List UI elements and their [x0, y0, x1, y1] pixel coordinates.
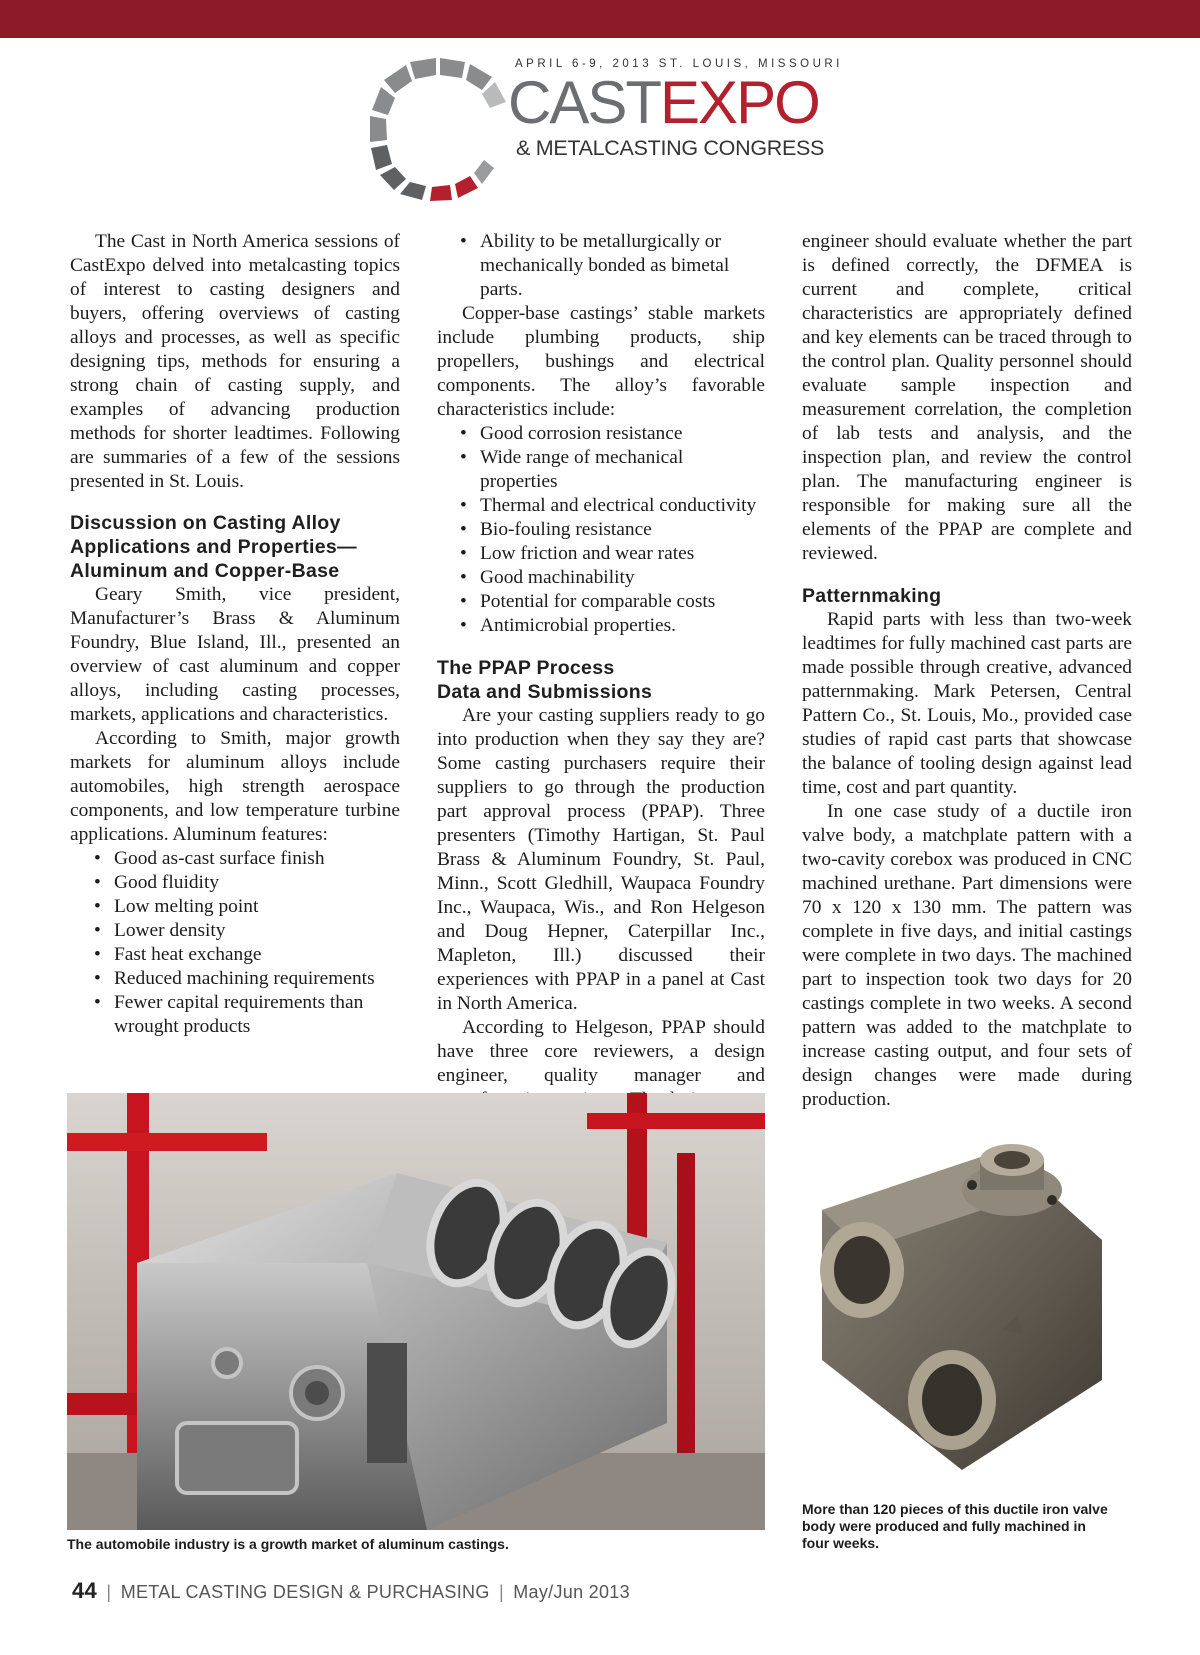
engine-block-illustration — [67, 1093, 765, 1530]
valve-photo-caption: More than 120 pieces of this ductile iron valve body were produced and fully machined in four weeks. — [802, 1501, 1108, 1551]
section-heading-ppap — [437, 656, 765, 704]
bimetal-list — [437, 230, 765, 302]
list-item: • Low melting point — [114, 895, 400, 919]
logo-date-location: APRIL 6-9, 2013 ST. LOUIS, MISSOURI — [515, 58, 843, 70]
body-paragraph: Geary Smith, vice president, Manufacturer’s Brass & Aluminum Foundry, Blue Island, Ill., presented an overview of cast aluminum and copper alloys, including casting processes, markets, applications and characteristics. — [70, 584, 400, 725]
body-paragraph: engineer should evaluate whether the part is defined correctly, the DFMEA is current and complete, critical characteristics are appropriately defined and key elements can be traced through to the control plan. Quality personnel should evaluate sample inspection and measurement correlation, the completion of lab tests and analysis, and the inspection plan, and review the control plan. The manufacturing engineer is responsible for making sure all the elements of the PPAP are complete and reviewed. — [802, 231, 1132, 564]
list-item: • Fast heat exchange — [114, 943, 400, 967]
engine-photo-caption: The automobile industry is a growth market of aluminum castings. — [67, 1536, 509, 1552]
logo-expo: EXPO — [660, 69, 819, 136]
body-paragraph: According to Helgeson, PPAP should have three core reviewers, a design engineer, quality manager and — [437, 1017, 765, 1086]
top-color-bar — [0, 0, 1200, 38]
list-item: • Bio-fouling resistance — [480, 518, 765, 542]
logo-subtitle: & METALCASTING CONGRESS — [516, 136, 825, 160]
list-item: • Antimicrobial properties. — [480, 614, 765, 638]
copper-characteristics-list — [437, 422, 765, 638]
section-heading-alloys: Discussion on Casting Alloy Applications and Properties—Aluminum and Copper-Base — [70, 512, 357, 582]
aluminum-features-list — [70, 847, 400, 1039]
list-item: • Lower density — [114, 919, 400, 943]
body-paragraph: Are your casting suppliers ready to go into production when they say they are? Some casting purchasers require their suppliers to go through the production part approval process (PPAP). Three presenters (Timothy Hartigan, St. Paul Brass & Aluminum Foundry, St. Paul, Minn., Scott Gledhill, Waupaca Foundry Inc., Waupaca, Wis., and Ron Helgeson and Doug Hepner, Caterpillar Inc., Mapleton, Ill.) discussed their experiences with PPAP in a panel at Cast in North America. — [437, 705, 765, 1014]
list-item: • Reduced machining requirements — [114, 967, 400, 991]
list-item: • Good as-cast surface finish — [114, 847, 400, 871]
list-item: • Thermal and electrical conductivity — [480, 494, 765, 518]
valve-body-illustration — [802, 1130, 1132, 1490]
list-item: • Low friction and wear rates — [480, 542, 765, 566]
body-paragraph: Copper-base castings’ stable markets include plumbing products, ship propellers, bushings and electrical components. The alloy’s favorable characteristics include: — [437, 303, 765, 420]
logo-wordmark — [508, 70, 819, 136]
publication-name: METAL CASTING DESIGN & PURCHASING — [120, 1582, 490, 1602]
engine-block-photo — [67, 1093, 765, 1530]
list-item: • Good machinability — [480, 566, 765, 590]
article-column-1 — [70, 230, 400, 1039]
section-heading-patternmaking: Patternmaking — [802, 585, 942, 607]
list-item: • Good fluidity — [114, 871, 400, 895]
article-column-2 — [437, 230, 765, 1112]
article-column-3 — [802, 230, 1132, 1112]
intro-paragraph: The Cast in North America sessions of CastExpo delved into metalcasting topics of interest to casting designers and buyers, offering overviews of casting alloys and processes, as well as specific designing tips, methods for ensuring a strong chain of casting supply, and examples of advancing production methods for shorter leadtimes. Following are summaries of a few of the sessions presented in St. Louis. — [70, 231, 400, 492]
valve-body-photo — [802, 1130, 1132, 1490]
page-number: 44 — [72, 1578, 98, 1603]
logo-cast: CAST — [508, 69, 661, 136]
castexpo-ring-icon — [370, 52, 510, 202]
list-item: • Wide range of mechanical properties — [480, 446, 765, 494]
issue-date: May/Jun 2013 — [513, 1582, 630, 1602]
castexpo-logo — [370, 52, 843, 202]
heading-line: Data and Submissions — [437, 681, 653, 703]
list-item: • Fewer capital requirements than wrought products — [114, 991, 400, 1039]
body-paragraph: Rapid parts with less than two-week leadtimes for fully machined cast parts are made possible through creative, advanced patternmaking. Mark Petersen, Central Pattern Co., St. Louis, Mo., provided case studies of rapid cast parts that showcase the balance of tooling design against lead time, cost and part quantity. — [802, 609, 1132, 798]
heading-line: The PPAP Process — [437, 657, 615, 679]
list-item: • Potential for comparable costs — [480, 590, 765, 614]
list-item: • Good corrosion resistance — [480, 422, 765, 446]
body-paragraph: According to Smith, major growth markets for aluminum alloys include automobiles, high strength aerospace components, and low temperature turbine applications. Aluminum features: — [70, 728, 400, 845]
list-item: • Ability to be metallurgically or mechanically bonded as bimetal parts. — [480, 230, 765, 302]
body-paragraph: In one case study of a ductile iron valve body, a matchplate pattern with a two-cavity corebox was produced in CNC machined urethane. Part dimensions were 70 x 120 x 130 mm. The pattern was complete in five days, and initial castings were complete in two days. The machined part to inspection took two days for 20 castings complete in two weeks. A second pattern was added to the matchplate to increase casting output, and four sets of design changes were made during production. — [802, 801, 1132, 1110]
page-footer: 44 | METAL CASTING DESIGN & PURCHASING | May/Jun 2013 — [72, 1578, 630, 1603]
